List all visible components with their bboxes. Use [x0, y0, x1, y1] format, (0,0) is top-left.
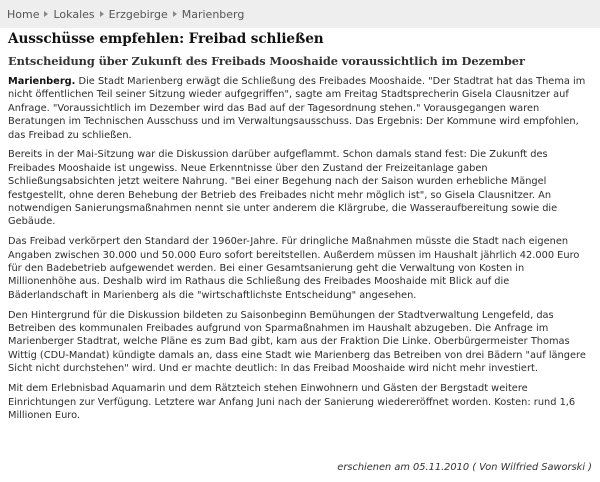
- chevron-right-icon: [44, 11, 48, 17]
- article-paragraph: [8, 75, 592, 142]
- article-title: Ausschüsse empfehlen: Freibad schließen: [8, 31, 324, 47]
- paragraph-text: Die Stadt Marienberg erwägt die Schließung des Freibades Mooshaide. "Der Stadtrat hat das Thema im nicht öffentlichen Teil seiner Sitzung wieder aufgegriffen", sagte am Freitag Stadtsprecherin Gisela Clausnitzer auf Anfrage. "Voraussichtlich im Dezember wird das Bad auf der Tagesordnung stehen." Vorausgegangen waren Beratungen im Technischen Ausschuss und im Verwaltungsausschuss. Das Ergebnis: Der Kommune wird empfohlen, das Freibad zu schließen.: [8, 76, 586, 141]
- article-location: Marienberg.: [8, 76, 76, 87]
- breadcrumb-marienberg-link[interactable]: Marienberg: [181, 7, 245, 21]
- chevron-right-icon: [173, 11, 177, 17]
- article-subtitle: Entscheidung über Zukunft des Freibads Mooshaide voraussichtlich im Dezember: [8, 54, 525, 68]
- breadcrumb: [0, 0, 600, 28]
- breadcrumb-home-link[interactable]: Home: [7, 7, 40, 21]
- article-body: [8, 75, 592, 429]
- chevron-right-icon: [100, 11, 104, 17]
- article-paragraph: Das Freibad verkörpert den Standard der 1960er-Jahre. Für dringliche Maßnahmen müsste die Stadt nach eigenen Angaben zwischen 30.000 und 50.000 Euro sofort bereitstellen. Außerdem müssen im Haushalt jährlich 42.000 Euro für den Badebetrieb aufgewendet werden. Bei einer Gesamtsanierung geht die Verwaltung von Kosten in Millionenhöhe aus. Deshalb wird im Rathaus die Schließung des Freibades Mooshaide mit Blick auf die Bäderlandschaft in Marienberg als die "wirtschaftlichste Entscheidung" angesehen.: [8, 236, 580, 301]
- article-paragraph: Bereits in der Mai-Sitzung war die Diskussion darüber aufgeflammt. Schon damals stand fest: Die Zukunft des Freibades Mooshaide ist ungewiss. Neue Erkenntnisse über den Zustand der Freizeitanlage gaben Schließungsabsichten jetzt weitere Nahrung. "Bei einer Begehung nach der Saison wurden erhebliche Mängel festgestellt, ohne deren Behebung der Betrieb des Freibades nicht mehr möglich ist", so Gisela Clausnitzer. An notwendigen Sanierungsmaßnahmen nennt sie unter anderem die Klärgrube, die Wasseraufbereitung sowie die Gebäude.: [8, 149, 558, 228]
- breadcrumb-lokales-link[interactable]: Lokales: [53, 7, 95, 21]
- article-paragraph: Den Hintergrund für die Diskussion bildeten zu Saisonbeginn Bemühungen der Stadtverwaltung Lengefeld, das Betreiben des kommunalen Freibades aufgrund von Sparmaßnahmen im Haushalt abzugeben. Die Anfrage im Marienberger Stadtrat, welche Pläne es zum Bad gibt, kam aus der Fraktion Die Linke. Oberbürgermeister Thomas Wittig (CDU-Mandat) kündigte damals an, dass eine Stadt wie Marienberg das Betreiben von drei Bädern "auf längere Sicht nicht durchstehen" wird. Und er machte deutlich: In das Freibad Mooshaide wird nicht mehr investiert.: [8, 309, 586, 375]
- article-byline: erschienen am 05.11.2010 ( Von Wilfried Saworski ): [337, 462, 592, 473]
- article-paragraph: Mit dem Erlebnisbad Aquamarin und dem Rätzteich stehen Einwohnern und Gästen der Bergstadt weitere Einrichtungen zur Verfügung. Letztere war Anfang Juni nach der Sanierung wiedereröffnet worden. Kosten: rund 1,6 Millionen Euro.: [8, 383, 576, 421]
- breadcrumb-erzgebirge-link[interactable]: Erzgebirge: [108, 7, 168, 21]
